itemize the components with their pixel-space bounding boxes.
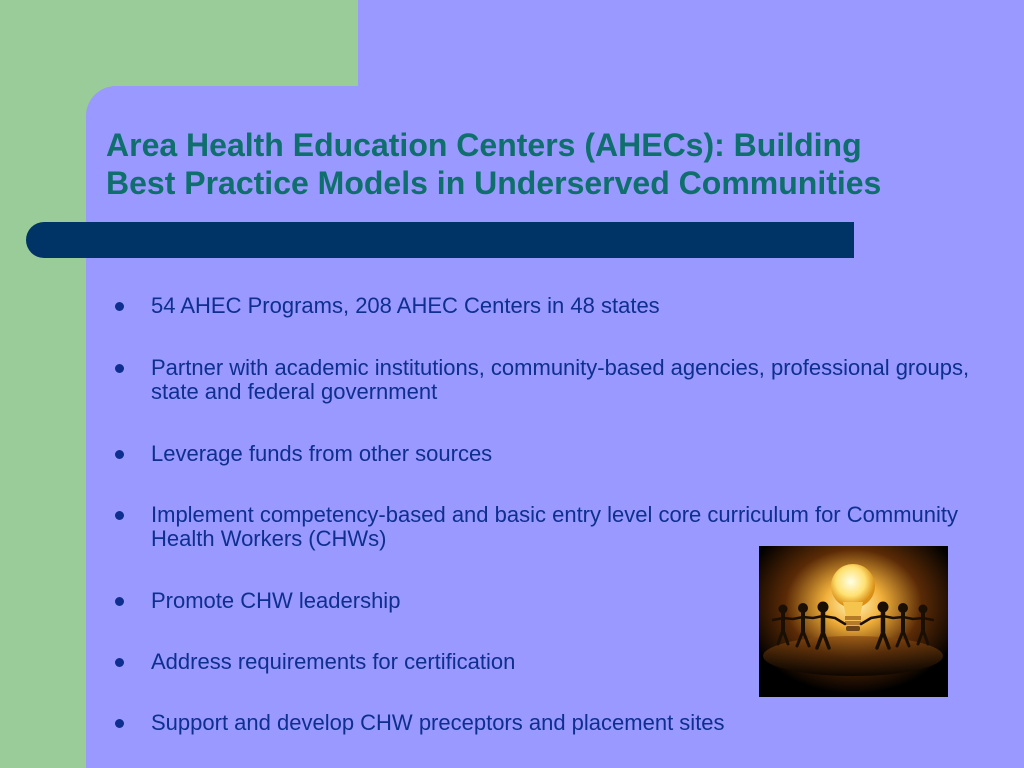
slide-title-line2: Best Practice Models in Underserved Communities — [106, 165, 882, 201]
bullet-text: Promote CHW leadership — [151, 588, 401, 613]
bullet-text: Leverage funds from other sources — [151, 441, 493, 466]
bullet-dot-icon — [115, 658, 124, 667]
bullet-text: Address requirements for certification — [151, 649, 516, 674]
slide-title — [106, 126, 986, 202]
lightbulb-people-icon — [759, 546, 948, 697]
slide-title-line1: Area Health Education Centers (AHECs): Building — [106, 127, 862, 163]
title-underline-bar — [26, 222, 854, 258]
bullet-dot-icon — [115, 302, 124, 311]
bullet-dot-icon — [115, 597, 124, 606]
bullet-text: 54 AHEC Programs, 208 AHEC Centers in 48 states — [151, 293, 660, 318]
bullet-dot-icon — [115, 511, 124, 520]
bullet-text: Implement competency-based and basic entry level core curriculum for Community Health Workers (CHWs) — [151, 502, 958, 551]
bullet-dot-icon — [115, 719, 124, 728]
bullet-dot-icon — [115, 364, 124, 373]
bullet-text: Partner with academic institutions, community-based agencies, professional groups, state and federal government — [151, 355, 970, 404]
bullet-text: Support and develop CHW preceptors and placement sites — [151, 710, 725, 735]
lightbulb-people-image — [759, 546, 948, 697]
bullet-dot-icon — [115, 450, 124, 459]
